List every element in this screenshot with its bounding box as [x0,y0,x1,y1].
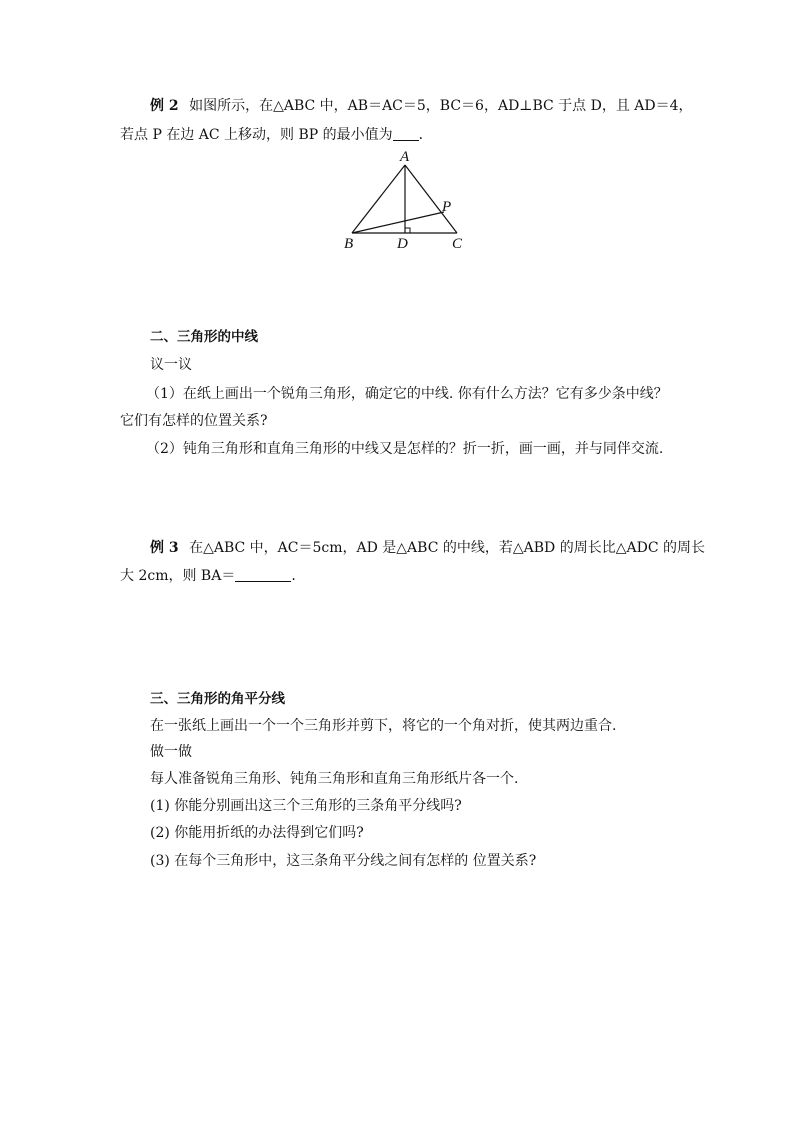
label-c: C [452,236,463,252]
section3-q3: (3) 在每个三角形中，这三条角平分线之间有怎样的 位置关系? [150,853,537,869]
triangle-figure [335,143,475,255]
section3-do: 做一做 [150,744,192,760]
section3-intro: 在一张纸上画出一个一个三角形并剪下，将它的一个角对折，使其两边重合. [150,718,617,734]
label-a: A [400,149,410,165]
example3-line1 [150,539,705,557]
section2-q2: （2）钝角三角形和直角三角形的中线又是怎样的？折一折，画一画，并与同伴交流. [146,441,664,457]
right-angle-mark [405,228,410,233]
section2-discuss: 议一议 [150,357,192,373]
section2-q1-line1: （1）在纸上画出一个锐角三角形，确定它的中线. 你有什么方法？它有多少条中线？ [146,386,668,402]
section3-heading: 三、三角形的角平分线 [150,691,285,707]
section2-q1-line2: 它们有怎样的位置关系? [120,413,268,429]
example3-text-line2-end: . [291,568,296,584]
section3-q2: (2) 你能用折纸的办法得到它们吗? [150,825,364,841]
example2-text-line2-end: ． [418,127,433,143]
example2-answer-blank[interactable] [393,126,419,141]
example3-label: 例 3 [150,540,179,556]
example2-label: 例 2 [150,98,179,114]
example3-answer-blank[interactable] [235,567,291,582]
label-d: D [397,236,408,252]
section3-q1: (1) 你能分别画出这三个三角形的三条角平分线吗? [150,798,462,814]
example3-line2 [120,567,296,585]
example3-text-line1: 在△ABC 中，AC＝5cm，AD 是△ABC 的中线，若△ABD 的周长比△ADC 的周长 [189,540,705,556]
label-b: B [344,236,354,252]
example2-line2 [120,126,433,144]
example2-text-line2: 若点 P 在边 AC 上移动，则 BP 的最小值为 [120,127,393,143]
section3-prepare: 每人准备锐角三角形、钝角三角形和直角三角形纸片各一个. [150,771,519,787]
label-p: P [442,199,452,215]
example3-text-line2: 大 2cm，则 BA＝ [120,568,236,584]
example2-text-line1: 如图所示，在△ABC 中，AB＝AC＝5，BC＝6，AD⊥BC 于点 D，且 AD＝4， [189,98,693,114]
example2-line1 [150,97,693,115]
section2-heading: 二、三角形的中线 [150,329,258,345]
